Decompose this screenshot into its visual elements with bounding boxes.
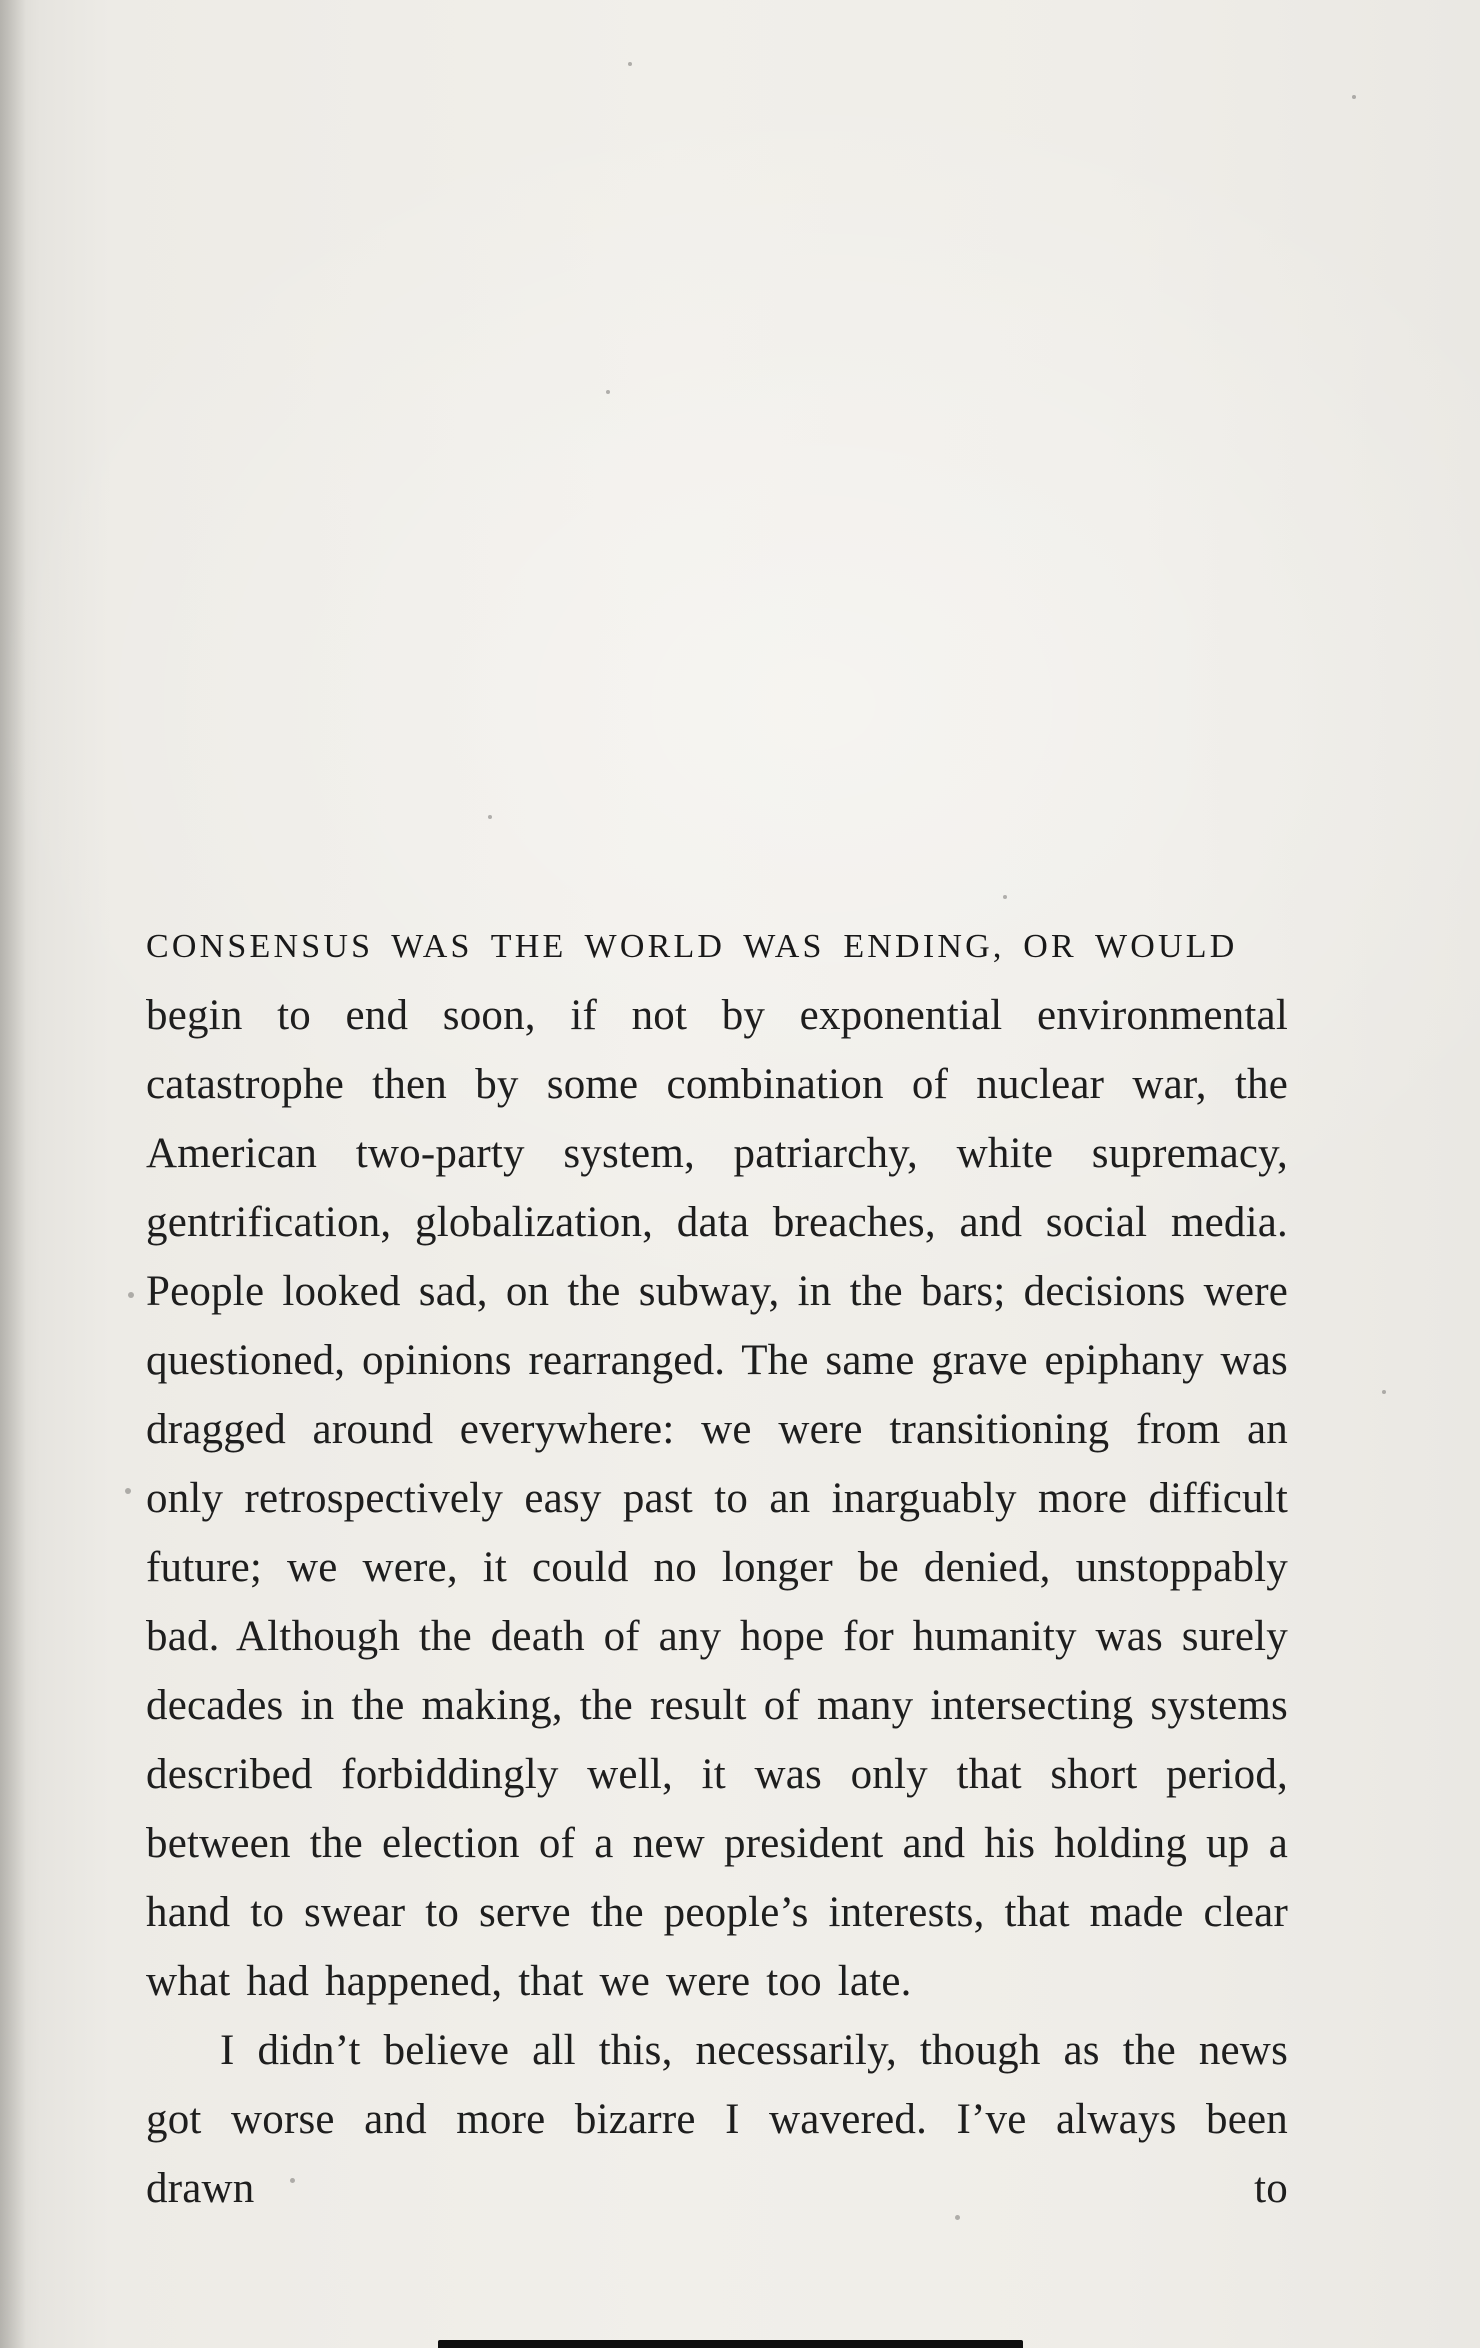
scan-speck <box>1352 95 1356 99</box>
scan-speck <box>606 390 610 394</box>
scan-speck <box>290 2178 295 2183</box>
scan-speck <box>128 1292 134 1298</box>
scan-speck <box>628 62 632 66</box>
scan-speck <box>125 1488 131 1494</box>
paragraph: I didn’t believe all this, necessarily, though as the news got worse and more bizarre I wavered. I’ve always been drawn to <box>146 2027 1288 2212</box>
scan-speck <box>955 2215 960 2220</box>
page-edge-shading <box>0 0 26 2348</box>
scan-speck <box>1003 895 1007 899</box>
page-text-block <box>146 912 1288 2223</box>
scan-speck <box>488 815 492 819</box>
chapter-opening-line: CONSENSUS WAS THE WORLD WAS ENDING, OR WOULD <box>146 928 1238 965</box>
scan-artifact-bottom-line <box>438 2340 1023 2348</box>
paragraph: begin to end soon, if not by exponential environmental catastrophe then by some combination of nuclear war, the American two-party system, patriarchy, white supremacy, gentrification, globalization, data breaches, and social media. People looked sad, on the subway, in the bars; decisions were questioned, opinions rearranged. The same grave epiphany was dragged around everywhere: we were transitioning from an only retrospectively easy past to an inarguably more difficult future; we were, it could no longer be denied, unstoppably bad. Although the death of any hope for humanity was surely decades in the making, the result of many intersecting systems described forbiddingly well, it was only that short period, between the election of a new president and his holding up a hand to swear to serve the people’s interests, that made clear what had happened, that we were too late. <box>146 992 1288 2005</box>
scan-speck <box>1382 1390 1386 1394</box>
